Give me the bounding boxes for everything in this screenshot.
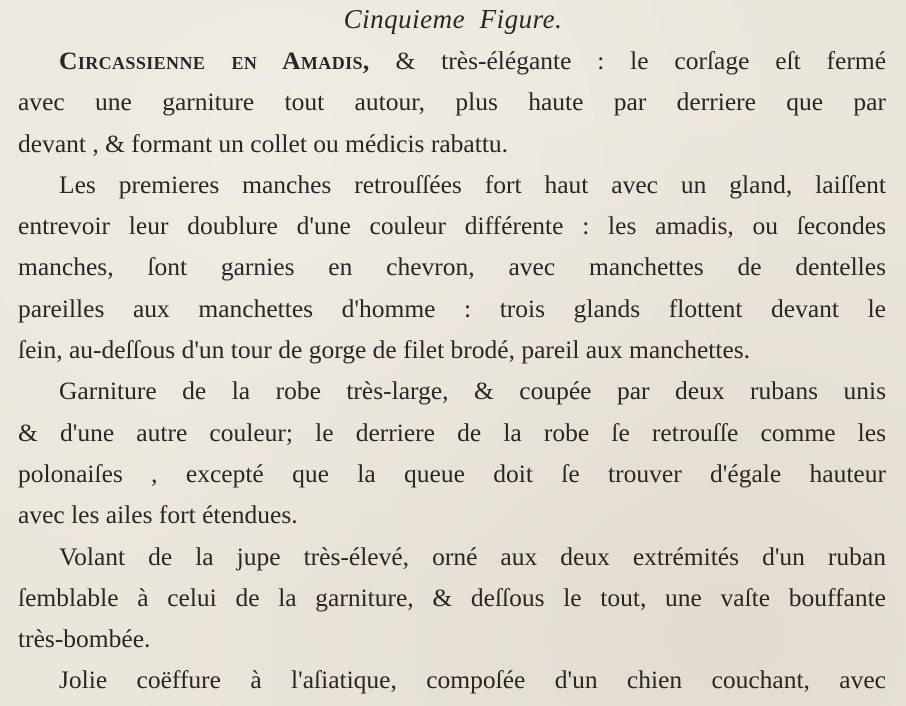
paragraph-2-line-3 <box>18 246 886 287</box>
text-line: & très-élégante : le corſage eſt fermé <box>369 46 886 75</box>
text-line: & d'une autre couleur; le derriere de la robe ſe retrouſſe comme les <box>18 417 886 447</box>
paragraph-1-line-3 <box>18 123 886 164</box>
text-line: ſemblable à celui de la garniture, & deſſous le tout, une vaſte bouffante <box>18 582 886 612</box>
paragraph-3-line-1 <box>18 370 886 411</box>
text-line: très-bombée. <box>18 624 151 654</box>
text-line: manches, ſont garnies en chevron, avec manchettes de dentelles <box>18 252 886 282</box>
paragraph-2-line-4 <box>18 288 886 329</box>
paragraph-4-line-2 <box>18 577 886 618</box>
text-line: polonaiſes , excepté que la queue doit ſe trouver d'égale hauteur <box>18 458 886 488</box>
text-line: ſein, au-deſſous d'un tour de gorge de filet brodé, pareil aux manchettes. <box>18 335 751 365</box>
paragraph-2-line-2 <box>18 205 886 246</box>
paragraph-5-line-1 <box>18 659 886 700</box>
paragraph-2-line-1 <box>18 164 886 205</box>
paragraph-2-line-5 <box>18 329 886 370</box>
paragraph-3-line-4 <box>18 494 886 535</box>
paragraph-3-line-3 <box>18 453 886 494</box>
paragraph-1-line-2 <box>18 81 886 122</box>
page-heading <box>0 4 906 34</box>
paragraph-1-line-1 <box>18 40 886 81</box>
text-line: avec les ailes fort étendues. <box>18 500 298 530</box>
text-line: devant , & formant un collet ou médicis rabattu. <box>18 128 509 158</box>
text-line: Jolie coëffure à l'aſiatique, compoſée d'un chien couchant, avec <box>59 665 886 695</box>
text-line: Garniture de la robe très-large, & coupée par deux rubans unis <box>59 376 886 406</box>
heading-text: Cinquieme Figure. <box>343 4 563 34</box>
document-body <box>18 40 886 701</box>
lead-words: Circassienne en Amadis, <box>59 46 370 75</box>
text-line: avec une garniture tout autour, plus haute par derriere que par <box>18 87 886 117</box>
text-line: Les premieres manches retrouſſées fort haut avec un gland, laiſſent <box>59 169 886 199</box>
paragraph-3-line-2 <box>18 412 886 453</box>
text-line: entrevoir leur doublure d'une couleur différente : les amadis, ou ſecondes <box>18 211 886 241</box>
paragraph-4-line-1 <box>18 536 886 577</box>
text-line: Volant de la jupe très-élevé, orné aux deux extrémités d'un ruban <box>59 541 886 571</box>
text-line: pareilles aux manchettes d'homme : trois glands flottent devant le <box>18 293 886 323</box>
paragraph-4-line-3 <box>18 618 886 659</box>
